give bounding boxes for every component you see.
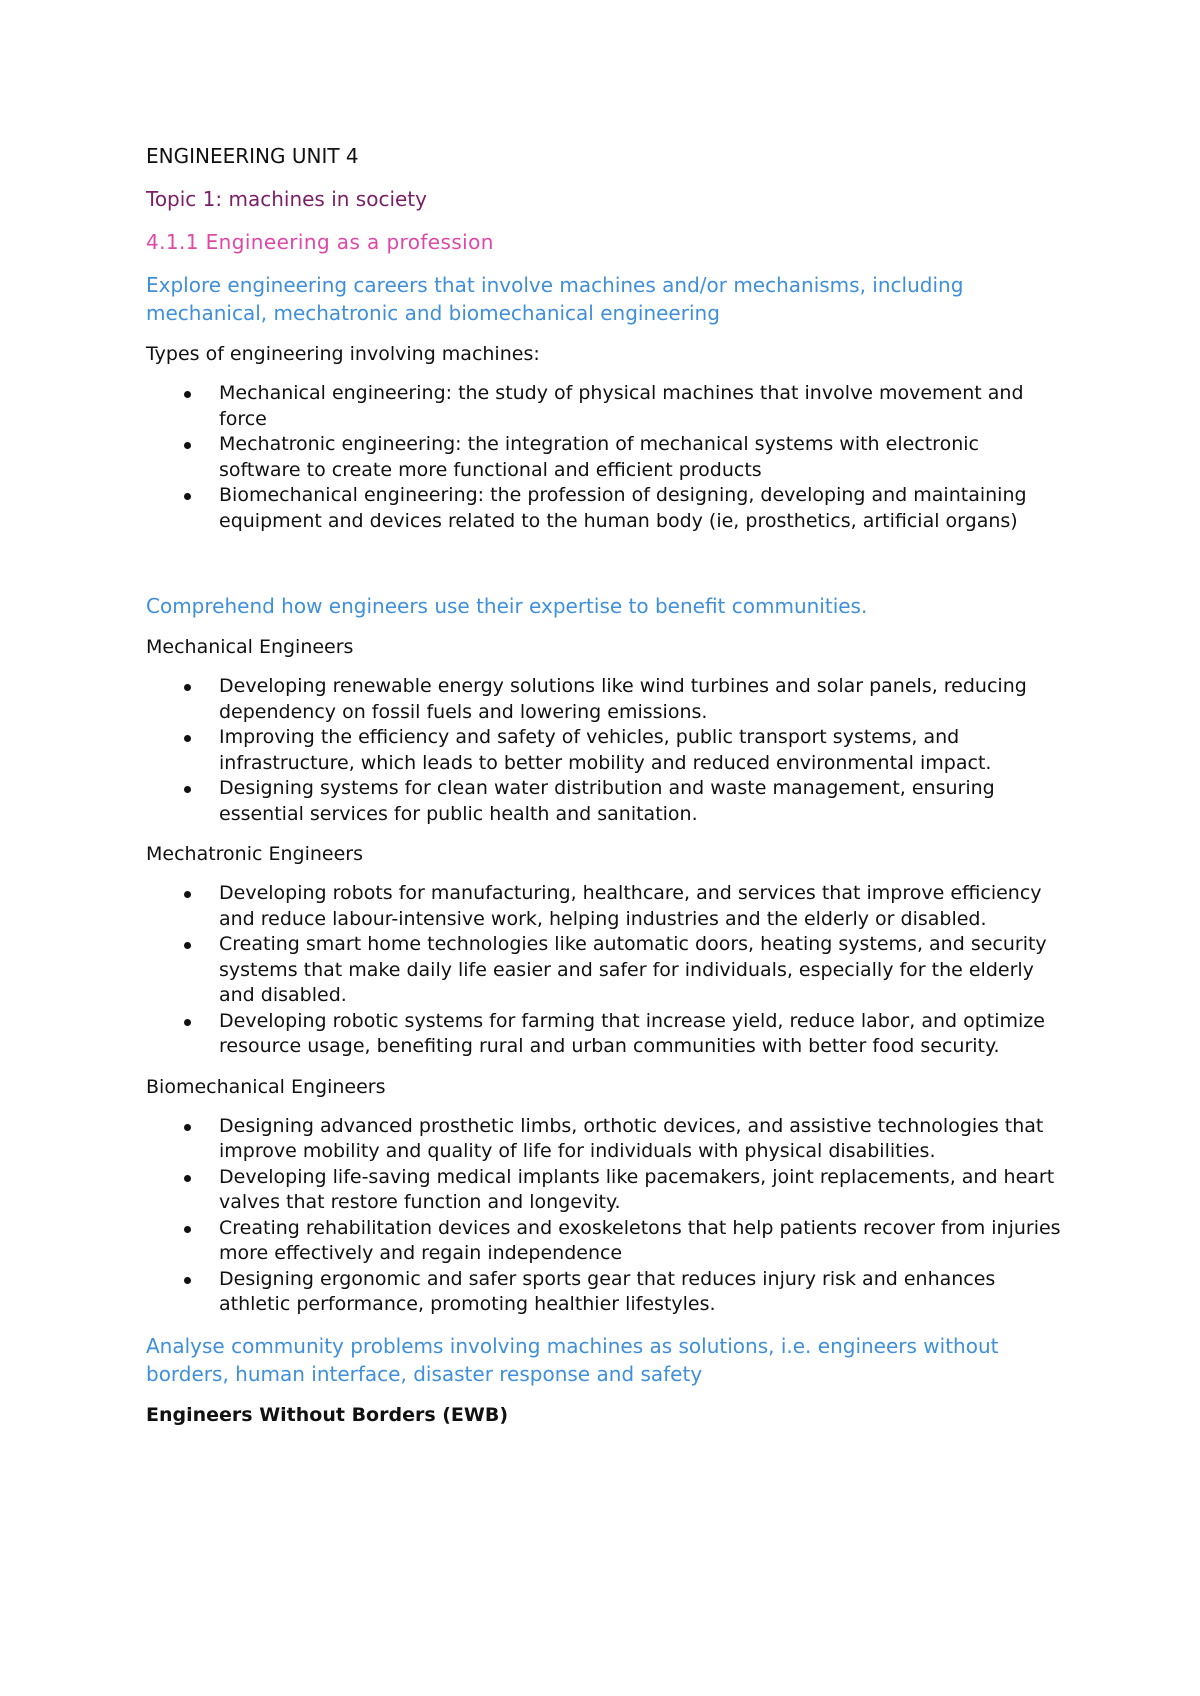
section1-heading: Explore engineering careers that involve machines and/or mechanisms, including mechanical, mechatronic and biomechanical engineering xyxy=(146,273,964,325)
list-item: Designing systems for clean water distribution and waste management, ensuring essential services for public health and sanitation. xyxy=(146,776,1066,827)
bullet-icon xyxy=(184,1226,191,1233)
subtopic-heading: 4.1.1 Engineering as a profession xyxy=(146,230,494,254)
document-page xyxy=(146,143,1066,1428)
biomechanical-label: Biomechanical Engineers xyxy=(146,1075,386,1098)
spacer xyxy=(146,548,1066,592)
bullet-icon xyxy=(184,442,191,449)
list-item: Mechatronic engineering: the integration of mechanical systems with electronic software to create more functional and efficient products xyxy=(146,432,1066,483)
list-item: Developing life-saving medical implants like pacemakers, joint replacements, and heart valves that restore function and longevity. xyxy=(146,1165,1066,1216)
bullet-icon xyxy=(184,735,191,742)
section3-heading: Analyse community problems involving machines as solutions, i.e. engineers without borders, human interface, disaster response and safety xyxy=(146,1333,999,1386)
list-item: Designing advanced prosthetic limbs, orthotic devices, and assistive technologies that improve mobility and quality of life for individuals with physical disabilities. xyxy=(146,1114,1066,1165)
list-item: Developing robots for manufacturing, healthcare, and services that improve efficiency and reduce labour-intensive work, helping industries and the elderly or disabled. xyxy=(146,881,1066,932)
ewb-heading: Engineers Without Borders (EWB) xyxy=(146,1403,509,1426)
document-title: ENGINEERING UNIT 4 xyxy=(146,144,359,168)
bullet-icon xyxy=(184,1019,191,1026)
bullet-icon xyxy=(184,684,191,691)
section1-list xyxy=(146,381,1066,534)
bullet-icon xyxy=(184,493,191,500)
section1-intro: Types of engineering involving machines: xyxy=(146,343,540,365)
topic-heading: Topic 1: machines in society xyxy=(146,187,427,211)
list-item: Designing ergonomic and safer sports gear that reduces injury risk and enhances athletic performance, promoting healthier lifestyles. xyxy=(146,1267,1066,1318)
list-item: Improving the efficiency and safety of vehicles, public transport systems, and infrastructure, which leads to better mobility and reduced environmental impact. xyxy=(146,725,1066,776)
list-item: Developing robotic systems for farming that increase yield, reduce labor, and optimize resource usage, benefiting rural and urban communities with better food security. xyxy=(146,1009,1066,1060)
mechatronic-list xyxy=(146,881,1066,1060)
bullet-icon xyxy=(184,786,191,793)
bullet-icon xyxy=(184,1277,191,1284)
bullet-icon xyxy=(184,1124,191,1131)
mechanical-list xyxy=(146,674,1066,827)
mechatronic-label: Mechatronic Engineers xyxy=(146,843,364,865)
list-item: Mechanical engineering: the study of physical machines that involve movement and force xyxy=(146,381,1066,432)
bullet-icon xyxy=(184,942,191,949)
bullet-icon xyxy=(184,1175,191,1182)
mechanical-label: Mechanical Engineers xyxy=(146,636,354,658)
section2-heading: Comprehend how engineers use their expertise to benefit communities. xyxy=(146,594,868,618)
list-item: Creating rehabilitation devices and exoskeletons that help patients recover from injuries more effectively and regain independence xyxy=(146,1216,1066,1267)
bullet-icon xyxy=(184,891,191,898)
list-item: Creating smart home technologies like automatic doors, heating systems, and security systems that make daily life easier and safer for individuals, especially for the elderly and disabled. xyxy=(146,932,1066,1009)
list-item: Biomechanical engineering: the profession of designing, developing and maintaining equipment and devices related to the human body (ie, prosthetics, artificial organs) xyxy=(146,483,1066,534)
bullet-icon xyxy=(184,391,191,398)
list-item: Developing renewable energy solutions like wind turbines and solar panels, reducing dependency on fossil fuels and lowering emissions. xyxy=(146,674,1066,725)
biomechanical-list xyxy=(146,1114,1066,1318)
